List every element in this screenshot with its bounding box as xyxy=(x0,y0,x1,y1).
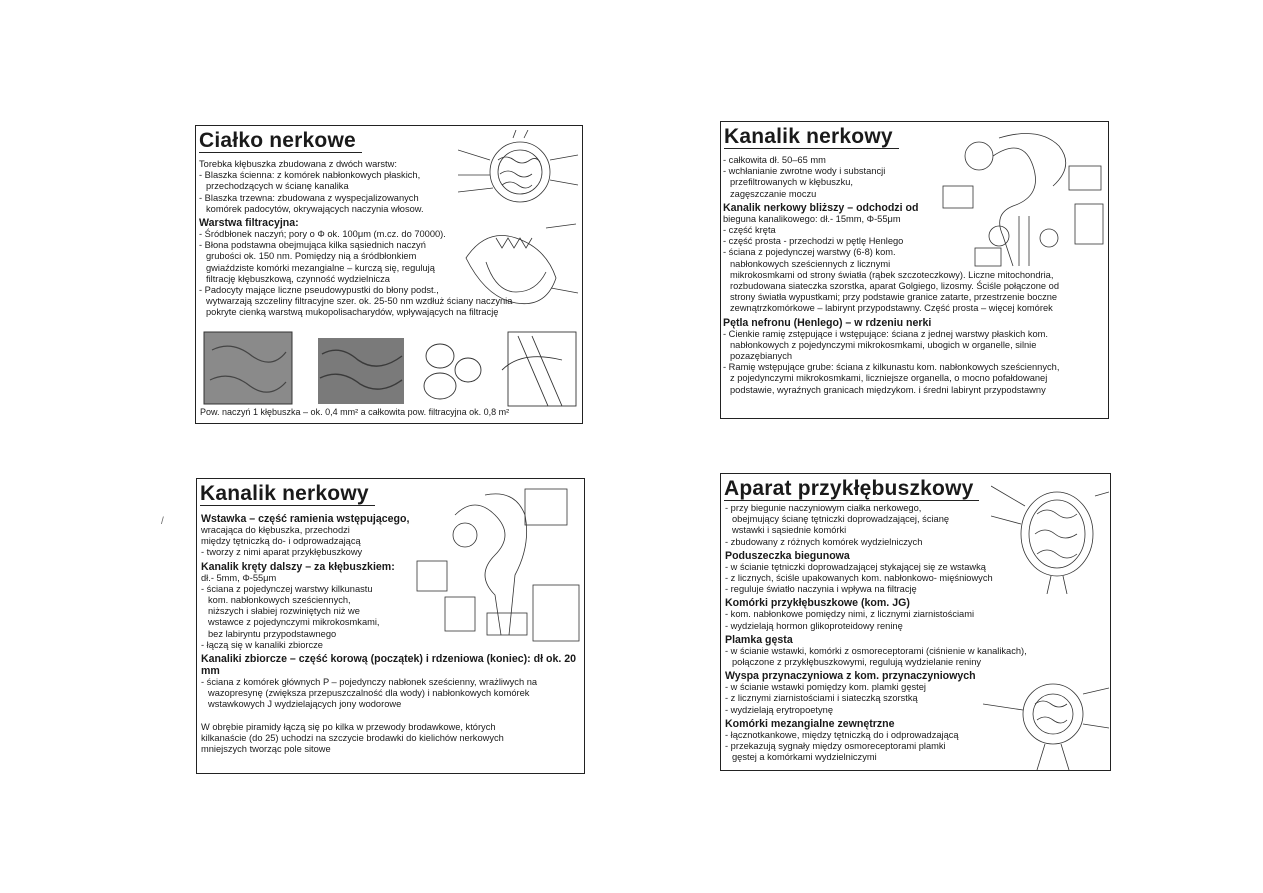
text-line: - z licznych, ściśle upakowanych kom. nabłonkowo- mięśniowych xyxy=(725,573,993,584)
stray-mark: / xyxy=(161,516,164,527)
text-line: wstawkowych J wydzielających jony wodorowe xyxy=(208,699,402,710)
text-line: - ściana z komórek głównych P – pojedynczy nabłonek sześcienny, wrażliwych na xyxy=(201,677,538,688)
macula-densa-diagram xyxy=(983,674,1109,770)
slide-title: Ciałko nerkowe xyxy=(199,129,362,153)
slide-title: Kanalik nerkowy xyxy=(724,125,899,149)
section-heading: Komórki przykłębuszkowe (kom. JG) xyxy=(725,597,910,610)
text-line: - Blaszka ścienna: z komórek nabłonkowych płaskich, xyxy=(199,170,421,181)
section-heading: Plamka gęsta xyxy=(725,633,793,646)
text-line: z pojedynczymi mikrokosmkami, liczniejsze organella, o mocno pofałdowanej xyxy=(730,373,1048,384)
text-line: - Śródbłonek naczyń; pory o Φ ok. 100μm (m.cz. do 70000). xyxy=(199,229,446,240)
slide-title: Aparat przykłębuszkowy xyxy=(724,477,979,501)
text-line: - ściana z pojedynczej warstwy kilkunastu xyxy=(201,583,373,594)
text-line: pozazębianych xyxy=(730,351,793,362)
text-line: - wydzielają erytropoetynę xyxy=(725,704,833,715)
text-line: - reguluje światło naczynia i wpływa na filtrację xyxy=(725,584,917,595)
text-line: - w ścianie wstawki, komórki z osmoreceptorami (ciśnienie w kanalikach), xyxy=(725,645,1027,656)
text-line: gęstej a komórkami wydzielniczymi xyxy=(732,752,877,763)
slide-cialko-nerkowe xyxy=(195,125,583,424)
text-line: - przy biegunie naczyniowym ciałka nerkowego, xyxy=(725,503,922,513)
section-heading: Warstwa filtracyjna: xyxy=(199,217,299,230)
section-heading: Poduszeczka biegunowa xyxy=(725,549,850,562)
text-line: - Cienkie ramię zstępujące i wstępujące: ściana z jednej warstwy płaskich kom. xyxy=(723,328,1049,339)
text-line: zagęszczanie moczu xyxy=(730,188,817,199)
text-line: podstawie, wyraźnych granicach międzykom. i średni labirynt przypodstawny xyxy=(730,384,1046,395)
text-line: - Błona podstawna obejmująca kilka sąsiednich naczyń xyxy=(199,240,426,251)
text-line: dł.- 5mm, Φ-55μm xyxy=(201,572,277,583)
section-heading: Wstawka – część ramienia wstępującego, xyxy=(201,513,410,525)
text-line: - część kręta xyxy=(723,225,776,236)
section-heading: Kanalik nerkowy bliższy – odchodzi od xyxy=(723,201,919,214)
text-line: - z licznymi ziarnistościami i siateczką szorstką xyxy=(725,693,918,704)
slide-kanalik-nerkowy-1 xyxy=(720,121,1109,419)
text-line: mikrokosmkami od strony światła (rąbek szczoteczkowy). Liczne mitochondria, xyxy=(730,269,1054,280)
text-line: - łącznotkankowe, między tętniczką do i odprowadzającą xyxy=(725,729,959,740)
text-line: obejmujący ścianę tętniczki doprowadzającej, ścianę xyxy=(732,514,950,525)
glomerulus-diagram xyxy=(458,130,580,216)
text-line: wstawce z pojedynczymi mikrokosmkami, xyxy=(208,617,380,628)
slide-caption: Pow. naczyń 1 kłębuszka – ok. 0,4 mm² a całkowita pow. filtracyjna ok. 0,8 m² xyxy=(200,407,510,417)
text-line: między tętniczką do- i odprowadzającą xyxy=(201,536,361,547)
section-heading: Komórki mezangialne zewnętrzne xyxy=(725,717,895,730)
footer-line: W obrębie piramidy łączą się po kilka w przewody brodawkowe, których xyxy=(201,722,496,732)
text-line: bieguna kanalikowego: dł.- 15mm, Φ-55μm xyxy=(723,213,901,224)
section-heading: Wyspa przynaczyniowa z kom. przynaczyniowych xyxy=(725,670,976,683)
text-line: nabłonkowych sześciennych z licznymi xyxy=(730,258,891,269)
text-line: komórek padocytów, okrywających naczynia włosow. xyxy=(206,203,424,214)
footer-line: kilkanaście (do 25) uchodzi na szczycie brodawki do kielichów nerkowych xyxy=(201,733,504,744)
text-line: - w ścianie tętniczki doprowadzającej stykającej się ze wstawką xyxy=(725,561,986,572)
text-line: wstawki i sąsiednie komórki xyxy=(732,525,847,536)
text-line: - ściana z pojedynczej warstwy (6-8) kom. xyxy=(723,247,896,258)
text-line: - Blaszka trzewna: zbudowana z wyspecjalizowanych xyxy=(199,192,419,203)
text-line: - łączą się w kanaliki zbiorcze xyxy=(201,639,323,650)
text-line: połączone z przykłębuszkowymi, regulują wydzielanie reniny xyxy=(732,657,982,668)
section-heading: Pętla nefronu (Henlego) – w rdzeniu nerki xyxy=(723,316,932,329)
text-line: przefiltrowanych w kłębuszku, xyxy=(730,177,853,188)
slide-kanalik-nerkowy-2 xyxy=(196,478,585,774)
text-line: - część prosta - przechodzi w pętlę Henlego xyxy=(723,236,904,247)
text-line: - wydzielają hormon glikoproteidowy reninę xyxy=(725,620,903,631)
text-line: nabłonkowych z pojedynczymi mikrokosmkami, ubogich w organelle, silnie xyxy=(730,339,1037,350)
text-line: niższych i słabiej rozwiniętych niż we xyxy=(208,606,360,617)
text-line: - tworzy z nimi aparat przykłębuszkowy xyxy=(201,547,363,558)
text-line: pokryte cienką warstwą mukopolisacharydów, wpływających na filtrację xyxy=(206,307,499,318)
text-line: Torebka kłębuszka zbudowana z dwóch warstw: xyxy=(199,159,397,169)
text-line: zewnątrzkomórkowe – labirynt przypodstawny. Część prosta – więcej komórek xyxy=(730,303,1053,314)
text-line: - kom. nabłonkowe pomiędzy nimi, z licznymi ziarnistościami xyxy=(725,609,975,620)
juxtaglomerular-diagram xyxy=(991,476,1109,594)
text-line: przechodzących w ścianę kanalika xyxy=(206,181,349,192)
section-heading: Kanaliki zbiorcze – część korową (początek) i rdzeniowa (koniec): dł ok. 20 mm xyxy=(201,653,577,678)
text-line: - wchłanianie zwrotne wody i substancji xyxy=(723,166,886,177)
micrograph-strip xyxy=(202,330,578,408)
text-line: - całkowita dł. 50–65 mm xyxy=(723,155,826,165)
text-line: wazopresynę (zwiększa przepuszczalność dla wody) i nabłonkowych komórek xyxy=(208,688,530,699)
slide-footer-text xyxy=(201,722,581,756)
text-line: grubości ok. 150 nm. Pomiędzy nią a śródbłonkiem xyxy=(206,251,417,262)
text-line: - przekazują sygnały między osmoreceptorami plamki xyxy=(725,741,946,752)
slide-title: Kanalik nerkowy xyxy=(200,482,375,506)
text-line: wracająca do kłębuszka, przechodzi xyxy=(201,525,350,535)
text-line: - zbudowany z różnych komórek wydzielniczych xyxy=(725,536,923,547)
text-line: - Padocyty mające liczne pseudowypustki do błony podst., xyxy=(199,285,439,296)
text-line: - w ścianie wstawki pomiędzy kom. plamki gęstej xyxy=(725,682,926,693)
text-line: - Ramię wstępujące grube: ściana z kilkunastu kom. nabłonkowych sześciennych, xyxy=(723,362,1060,373)
section-heading: Kanalik kręty dalszy – za kłębuszkiem: xyxy=(201,560,395,573)
footer-line: mniejszych tworząc pole sitowe xyxy=(201,744,331,755)
text-line: bez labiryntu przypodstawnego xyxy=(208,628,337,639)
distal-tubule-diagram xyxy=(415,485,583,645)
text-line: wytwarzają szczeliny filtracyjne szer. ok. 25-50 nm wzdłuż ściany naczynia xyxy=(206,296,513,307)
text-line: kom. nabłonkowych sześciennych, xyxy=(208,595,351,606)
capillary-loop-diagram xyxy=(456,218,580,310)
text-line: gwiaździste komórki mezangialne – kurczą się, regulują xyxy=(206,262,435,273)
text-line: rozbudowana siateczka szorstka, aparat Golgiego, lizosmy. Ściśle połączone od xyxy=(730,281,1060,292)
slide-aparat-przyklebuszkowy xyxy=(720,473,1111,771)
text-line: strony światła wypustkami; przy podstawie granice zatarte, przestrzenie boczne xyxy=(730,292,1058,303)
text-line: filtrację kłębuszkową, czynność wydzielnicza xyxy=(206,273,390,284)
nephron-diagram xyxy=(939,126,1107,274)
